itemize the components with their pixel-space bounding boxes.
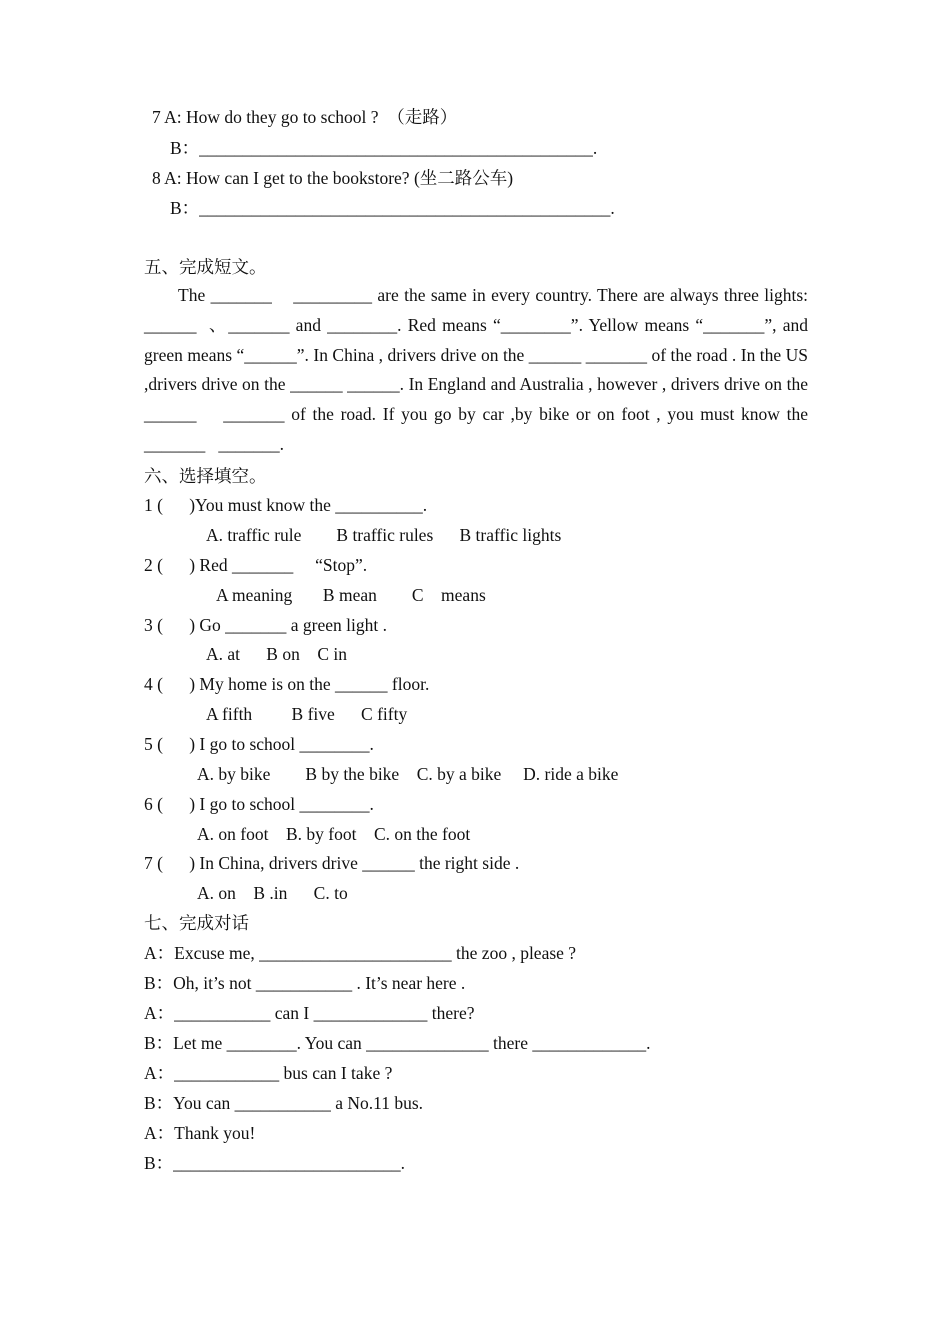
- dialog-line: B：Let me ________. You can ______________ there _____________.: [144, 1033, 651, 1053]
- dialog-line: B：You can ___________ a No.11 bus.: [144, 1093, 424, 1113]
- choice-options-6: A. on foot B. by foot C. on the foot: [197, 824, 471, 844]
- choice-question-3: 3 ( ) Go _______ a green light .: [144, 615, 388, 635]
- choice-options-3: A. at B on C in: [206, 644, 347, 664]
- dialog-line: A：Excuse me, ______________________ the zoo , please ?: [144, 943, 577, 963]
- dialog-line: A：Thank you!: [144, 1123, 256, 1143]
- dialog-line: B：Oh, it’s not ___________ . It’s near here .: [144, 973, 466, 993]
- choice-options-1: A. traffic rule B traffic rules B traffic lights: [206, 525, 562, 545]
- choice-question-6: 6 ( ) I go to school ________.: [144, 794, 374, 814]
- passage-text: The _______ _________ are the same in every country. There are always three lights: ______ 、_______ and ________. Red means “________”. Yellow means “_______”, and green means “______”. In China , drivers drive on the ______ _______ of the road . In the US ,drivers drive on the ______ ______. In England and Australia , however , drivers drive on the ______ _______ of the road. If you go by car ,by bike or on foot , you must know the _______ _______.: [144, 285, 813, 454]
- choice-question-4: 4 ( ) My home is on the ______ floor.: [144, 674, 430, 694]
- dialog-line: B：__________________________.: [144, 1153, 406, 1173]
- q8-answer-line: B：_______________________________________________.: [170, 198, 615, 218]
- section7-heading: 七、完成对话: [144, 913, 249, 933]
- choice-question-2: 2 ( ) Red _______ “Stop”.: [144, 555, 368, 575]
- dialog-line: A：___________ can I _____________ there?: [144, 1003, 475, 1023]
- dialog-line: A：____________ bus can I take ?: [144, 1063, 393, 1083]
- choice-options-4: A fifth B five C fifty: [206, 704, 408, 724]
- section5-passage: [144, 281, 813, 460]
- choice-options-5: A. by bike B by the bike C. by a bike D. ride a bike: [197, 764, 619, 784]
- q8-question: 8 A: How can I get to the bookstore? (坐二路公车): [152, 168, 514, 188]
- choice-options-2: A meaning B mean C means: [216, 585, 486, 605]
- choice-question-7: 7 ( ) In China, drivers drive ______ the right side .: [144, 853, 520, 873]
- choice-options-7: A. on B .in C. to: [197, 883, 348, 903]
- q7-answer-line: B：_____________________________________________.: [170, 138, 598, 158]
- q7-question: 7 A: How do they go to school ? （走路）: [152, 107, 458, 127]
- choice-question-5: 5 ( ) I go to school ________.: [144, 734, 374, 754]
- choice-question-1: 1 ( )You must know the __________.: [144, 495, 428, 515]
- section6-heading: 六、选择填空。: [144, 466, 267, 486]
- section5-heading: 五、完成短文。: [144, 257, 267, 277]
